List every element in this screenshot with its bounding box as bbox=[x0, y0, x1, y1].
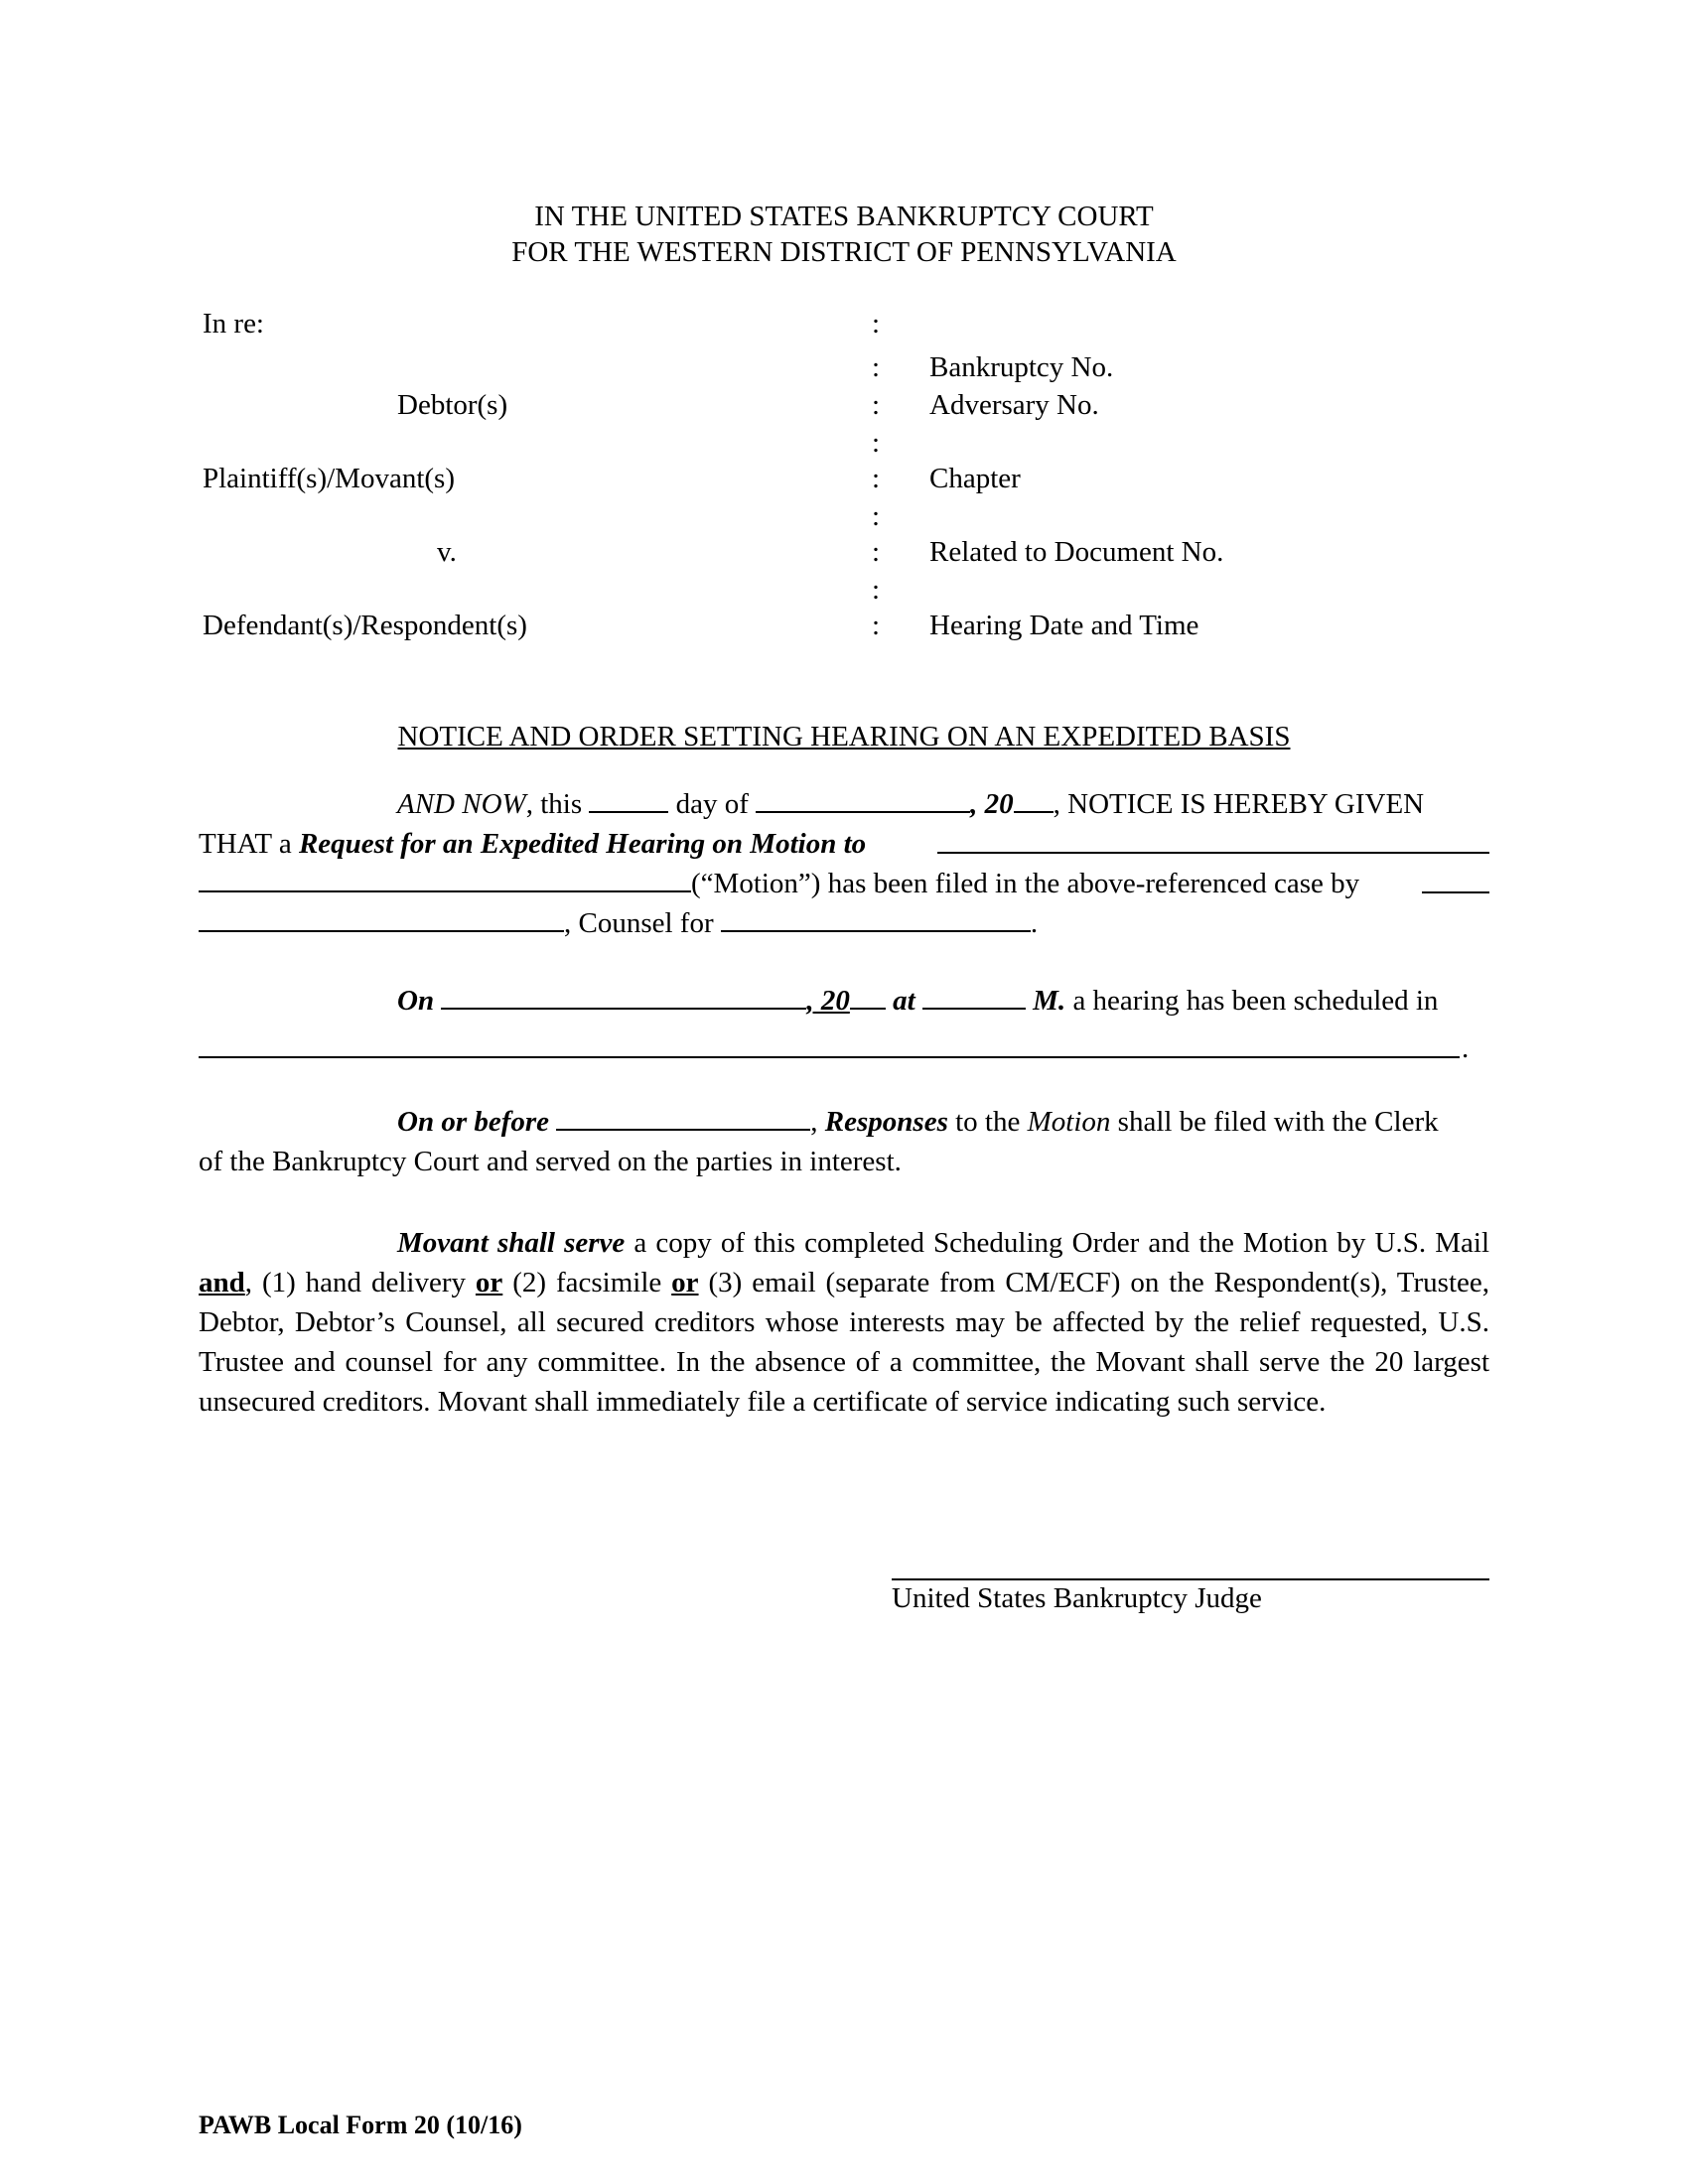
p4-text2: , (1) hand delivery bbox=[244, 1267, 476, 1298]
p3-responses: Responses bbox=[824, 1106, 948, 1138]
location-blank[interactable] bbox=[199, 1056, 1460, 1058]
caption-hearing-date: Hearing Date and Time bbox=[929, 610, 1199, 641]
p3-on-or-before: On or before bbox=[397, 1106, 550, 1138]
month-blank[interactable] bbox=[756, 789, 970, 813]
document-title: NOTICE AND ORDER SETTING HEARING ON AN EXPEDITED BASIS bbox=[397, 721, 1291, 752]
hearing-year-blank[interactable] bbox=[850, 986, 886, 1010]
caption-bankruptcy-no: Bankruptcy No. bbox=[929, 351, 1114, 383]
p1-counsel-for: , Counsel for bbox=[564, 907, 714, 939]
caption-chapter: Chapter bbox=[929, 463, 1021, 494]
court-name-line1: IN THE UNITED STATES BANKRUPTCY COURT bbox=[534, 201, 1154, 232]
day-blank[interactable] bbox=[589, 789, 668, 813]
caption-in-re: In re: bbox=[203, 308, 264, 340]
caption-debtor: Debtor(s) bbox=[397, 389, 508, 421]
p1-request: Request for an Expedited Hearing on Motion to bbox=[298, 828, 867, 860]
caption-colon: : bbox=[872, 427, 881, 459]
caption-versus: v. bbox=[437, 536, 457, 568]
p4-and: and bbox=[199, 1267, 245, 1298]
p1-line1 bbox=[397, 788, 1424, 821]
filer-cont-blank[interactable] bbox=[199, 908, 564, 932]
p3-line1 bbox=[397, 1106, 1439, 1139]
and-now: AND NOW bbox=[397, 788, 526, 820]
p1-year-prefix: , 20 bbox=[970, 788, 1014, 820]
p1-day-of: day of bbox=[668, 788, 757, 820]
caption-colon: : bbox=[872, 536, 881, 568]
p2-m: M. bbox=[1033, 985, 1066, 1017]
signature-line[interactable] bbox=[892, 1578, 1489, 1580]
caption-colon: : bbox=[872, 610, 881, 641]
p1-period: . bbox=[1030, 907, 1039, 939]
p3-comma: , bbox=[810, 1106, 825, 1138]
p1-line4 bbox=[199, 907, 1038, 940]
p1-this: , this bbox=[525, 788, 590, 820]
p4-movant-serve: Movant shall serve bbox=[397, 1227, 626, 1259]
p4-or2: or bbox=[671, 1267, 699, 1298]
court-name-line2: FOR THE WESTERN DISTRICT OF PENNSYLVANIA bbox=[511, 236, 1177, 268]
motion-blank[interactable] bbox=[937, 852, 1489, 854]
caption-colon: : bbox=[872, 574, 881, 606]
filer-blank[interactable] bbox=[1422, 891, 1489, 893]
p3-to-the: to the bbox=[947, 1106, 1028, 1138]
p1-motion-filed: (“Motion”) has been filed in the above-referenced case by bbox=[691, 868, 1360, 899]
p4-text4: (3) email (separate from CM/ECF) on the Respondent(s), Trustee, Debtor, Debtor’s Counsel, all secured creditors whose interests may be affected by the relief requested, U.S. Trustee and counsel for any committee. In the absence of a committee, the Movant shall serve the 20 largest unsecured creditors. Movant shall immediately file a certificate of service indicating such service. bbox=[199, 1267, 1489, 1418]
p2-scheduled: a hearing has been scheduled in bbox=[1072, 985, 1439, 1017]
response-date-blank[interactable] bbox=[556, 1107, 810, 1131]
p1-line2 bbox=[199, 828, 866, 861]
caption-adversary-no: Adversary No. bbox=[929, 389, 1099, 421]
caption-related-doc: Related to Document No. bbox=[929, 536, 1224, 568]
p4-text3: (2) facsimile bbox=[502, 1267, 672, 1298]
p2-on: On bbox=[397, 985, 435, 1017]
p2-at: at bbox=[893, 985, 915, 1017]
year-blank[interactable] bbox=[1014, 789, 1054, 813]
p1-line3 bbox=[199, 868, 1359, 900]
p4-or1: or bbox=[475, 1267, 503, 1298]
client-blank[interactable] bbox=[721, 908, 1031, 932]
service-paragraph bbox=[199, 1223, 1489, 1422]
p3-motion: Motion bbox=[1027, 1106, 1111, 1138]
caption-colon: : bbox=[872, 389, 881, 421]
caption-colon: : bbox=[872, 308, 881, 340]
motion-cont-blank[interactable] bbox=[199, 869, 691, 892]
p3-filed-with: shall be filed with the Clerk bbox=[1110, 1106, 1439, 1138]
p2-period: . bbox=[1462, 1032, 1470, 1064]
hearing-time-blank[interactable] bbox=[922, 986, 1026, 1010]
p1-notice: , NOTICE IS HEREBY GIVEN bbox=[1053, 788, 1425, 820]
caption-defendant: Defendant(s)/Respondent(s) bbox=[203, 610, 527, 641]
caption-colon: : bbox=[872, 500, 881, 532]
caption-colon: : bbox=[872, 463, 881, 494]
p1-that-a: THAT a bbox=[199, 828, 299, 860]
signature-label: United States Bankruptcy Judge bbox=[892, 1582, 1262, 1614]
p4-text1: a copy of this completed Scheduling Order and the Motion by U.S. Mail bbox=[625, 1227, 1490, 1259]
caption-plaintiff: Plaintiff(s)/Movant(s) bbox=[203, 463, 455, 494]
p2-year: , 20 bbox=[806, 985, 850, 1017]
hearing-date-blank[interactable] bbox=[441, 986, 806, 1010]
form-footer: PAWB Local Form 20 (10/16) bbox=[199, 2111, 522, 2139]
p2-line1 bbox=[397, 985, 1438, 1018]
caption-colon: : bbox=[872, 351, 881, 383]
p3-line2: of the Bankruptcy Court and served on the parties in interest. bbox=[199, 1146, 902, 1177]
